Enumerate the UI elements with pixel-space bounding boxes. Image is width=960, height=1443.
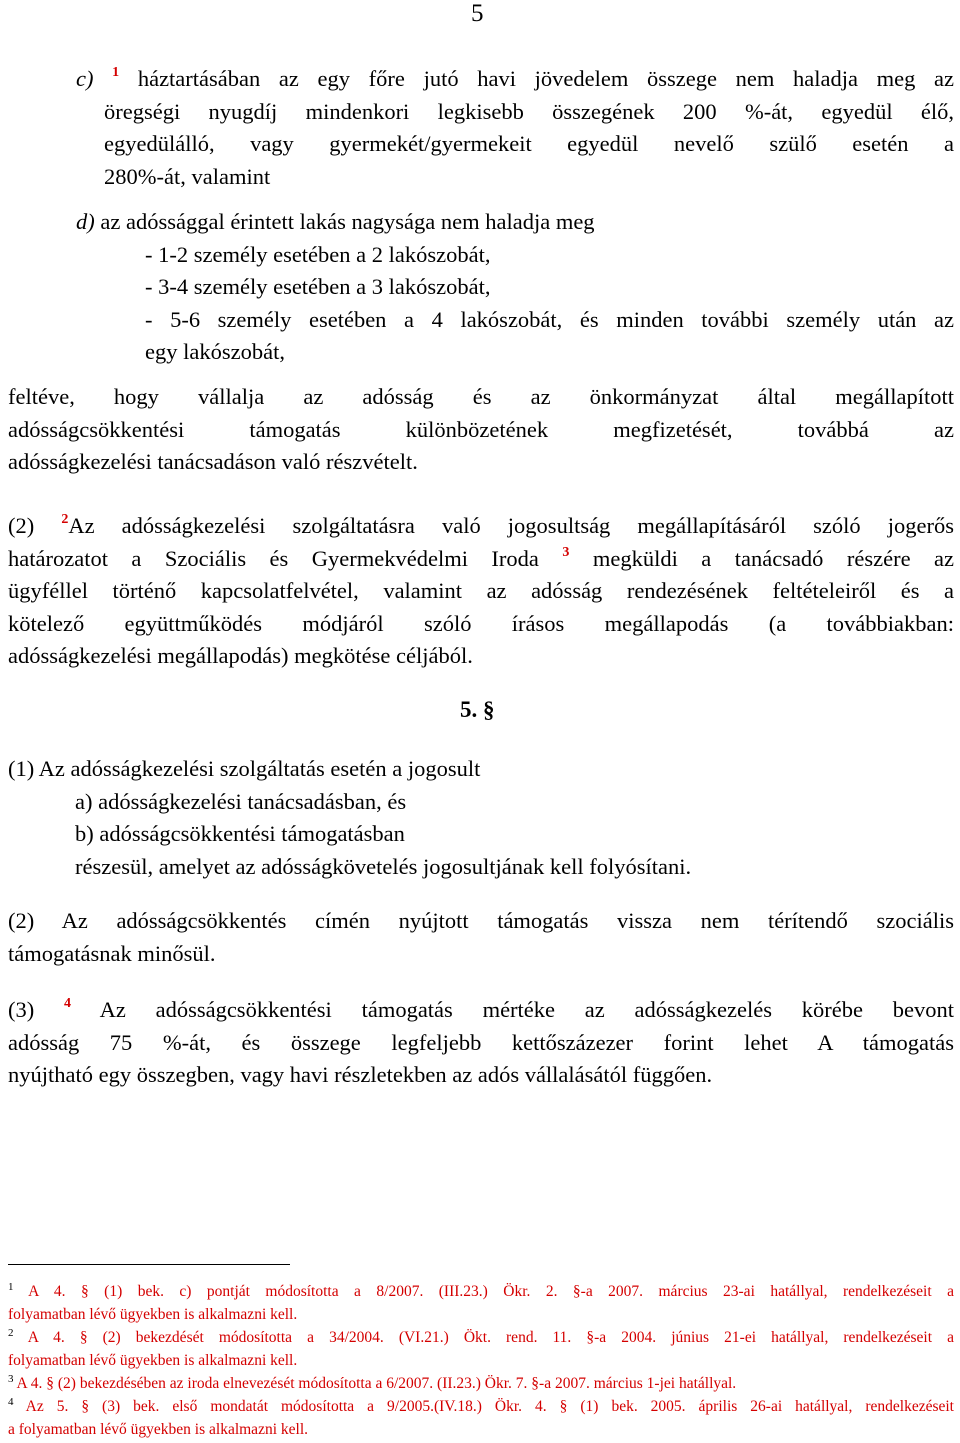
section-heading (460, 697, 495, 723)
item-d-line: d) az adóssággal érintett lakás nagysága nem haladja meg (76, 209, 595, 234)
section5-paragraph-2 (8, 905, 954, 970)
page-number: 5 (471, 0, 484, 27)
footnote-3: $^3$ A 4. § (2) bekezdésében az iroda elnevezését módosította a 6/2007. (II.23.) Ökr. 7. §-a 2007. március 1-jei hatállyal. (8, 1373, 737, 1392)
para2-line-4: kötelező együttműködés módjáról szóló írásos megállapodás (a továbbiakban: (8, 610, 954, 636)
footnote-3-text: A 4. § (2) bekezdésében az iroda elnevezését módosította a 6/2007. (II.23.) Ökr. 7. §-a 2007. március 1-jei hatállyal. (16, 1375, 737, 1392)
para2-line-3: ügyféllel történő kapcsolatfelvétel, valamint az adósság rendezésének feltételeiről és a (8, 578, 954, 603)
dash-item-1: - 1-2 személy esetében a 2 lakószobát, (145, 241, 491, 267)
dash-item-2: - 3-4 személy esetében a 3 lakószobát, (145, 274, 491, 299)
para2-line-1: (2) $^2$Az adósságkezelési szolgáltatásra való jogosultság megállapításáról szóló jogerős (8, 512, 955, 538)
footnote-2: $^2$ A 4. § (2) bekezdését módosította a 34/2004. (VI.21.) Ökt. rend. 11. §-a 2004. június 21-ei hatállyal, rendelkezéseit a folyamatban lévő ügyekben is alkalmazni kell. (8, 1326, 954, 1372)
section-symbol: § (483, 697, 495, 722)
s5p1-intro: (1) Az adósságkezelési szolgáltatás esetén a jogosult (8, 756, 481, 781)
item-c (76, 63, 954, 193)
footnote-ref-3: 3 (562, 544, 570, 560)
para2-line-5: adósságkezelési megállapodás) megkötése céljából. (8, 643, 473, 668)
footnote-4: $^4$ Az 5. § (3) bek. első mondatát módosította a 9/2005.(IV.18.) Ökr. 4. § (1) bek. 2005. április 26-ai hatállyal, rendelkezéseit a folyamatban lévő ügyekben is alkalmazni kell. (8, 1395, 954, 1441)
condition-line-2: adósságcsökkentési támogatás különbözetének megfizetését, továbbá az (8, 416, 954, 442)
footnote-ref-2: 2 (61, 512, 69, 527)
item-d (76, 206, 954, 369)
condition-line-1: feltéve, hogy vállalja az adósság és az önkormányzat által megállapított (8, 384, 954, 409)
s5p3-line-1: (3) $^4$ Az adósságcsökkentési támogatás mértéke az adósságkezelés körébe bevont (8, 996, 954, 1022)
condition-line-3: adósságkezelési tanácsadáson való részvételt. (8, 449, 418, 474)
item-c-line-4: 280%-át, valamint (104, 163, 271, 189)
paragraph-2 (8, 510, 954, 673)
footnote-ref-1: 1 (112, 65, 120, 80)
dash-item-3-cont: egy lakószobát, (145, 339, 285, 364)
s5p2-line-1: (2) Az adósságcsökkentés címén nyújtott támogatás vissza nem térítendő szociális (8, 908, 954, 933)
condition-paragraph (8, 381, 954, 479)
para2-line-2: határozatot a Szociális és Gyermekvédelmi Iroda $^3$ megküldi a tanácsadó részére az (8, 544, 955, 571)
dash-item-3: - 5-6 személy esetében a 4 lakószobát, és minden további személy után az (145, 306, 954, 332)
footnote-1-text-cont: folyamatban lévő ügyekben is alkalmazni kell. (8, 1306, 298, 1323)
footnote-4-text: Az 5. § (3) bek. első mondatát módosította a 9/2005.(IV.18.) Ökr. 4. § (1) bek. 2005. április 26-ai hatállyal, rendelkezéseit (25, 1398, 954, 1415)
section5-paragraph-3 (8, 994, 954, 1092)
footnote-ref-4: 4 (64, 996, 72, 1011)
item-d-label: d) (76, 209, 95, 234)
footnote-1: $^1$ A 4. § (1) bek. c) pontját módosította a 8/2007. (III.23.) Ökr. 2. §-a 2007. március 23-ai hatállyal, rendelkezéseit a folyamatban lévő ügyekben is alkalmazni kell. (8, 1280, 954, 1326)
section-number: 5. (460, 697, 478, 722)
footnote-divider (8, 1264, 290, 1265)
s5p1-outro: részesül, amelyet az adósságkövetelés jogosultjának kell folyósítani. (75, 853, 692, 879)
item-c-line-2: öregségi nyugdíj mindenkori legkisebb összegének 200 %-át, egyedül élő, (104, 98, 954, 124)
s5p2-line-2: támogatásnak minősül. (8, 940, 216, 966)
item-c-label: c) (76, 66, 94, 91)
footnote-2-text-cont: folyamatban lévő ügyekben is alkalmazni kell. (8, 1352, 298, 1369)
item-c-line-1: c) $^1$ háztartásában az egy főre jutó havi jövedelem összege nem haladja meg az (76, 65, 955, 91)
s5p1-item-b: b) adósságcsökkentési támogatásban (75, 821, 405, 846)
footnote-2-text: A 4. § (2) bekezdését módosította a 34/2004. (VI.21.) Ökt. rend. 11. §-a 2004. június 21-ei hatállyal, rendelkezéseit a (27, 1329, 954, 1346)
s5p1-item-a: a) adósságkezelési tanácsadásban, és (75, 788, 407, 814)
footnote-1-text: A 4. § (1) bek. c) pontját módosította a 8/2007. (III.23.) Ökr. 2. §-a 2007. március 23-ai hatállyal, rendelkezéseit a (28, 1283, 954, 1300)
s5p3-line-3: nyújtható egy összegben, vagy havi részletekben az adós vállalásától függően. (8, 1062, 713, 1087)
footnote-4-text-cont: a folyamatban lévő ügyekben is alkalmazni kell. (8, 1421, 308, 1438)
s5p3-line-2: adósság 75 %-át, és összege legfeljebb kettőszázezer forint lehet A támogatás (8, 1029, 954, 1055)
section5-paragraph-1 (8, 753, 954, 883)
item-c-line-3: egyedülálló, vagy gyermekét/gyermekeit egyedül nevelő szülő esetén a (104, 131, 954, 156)
